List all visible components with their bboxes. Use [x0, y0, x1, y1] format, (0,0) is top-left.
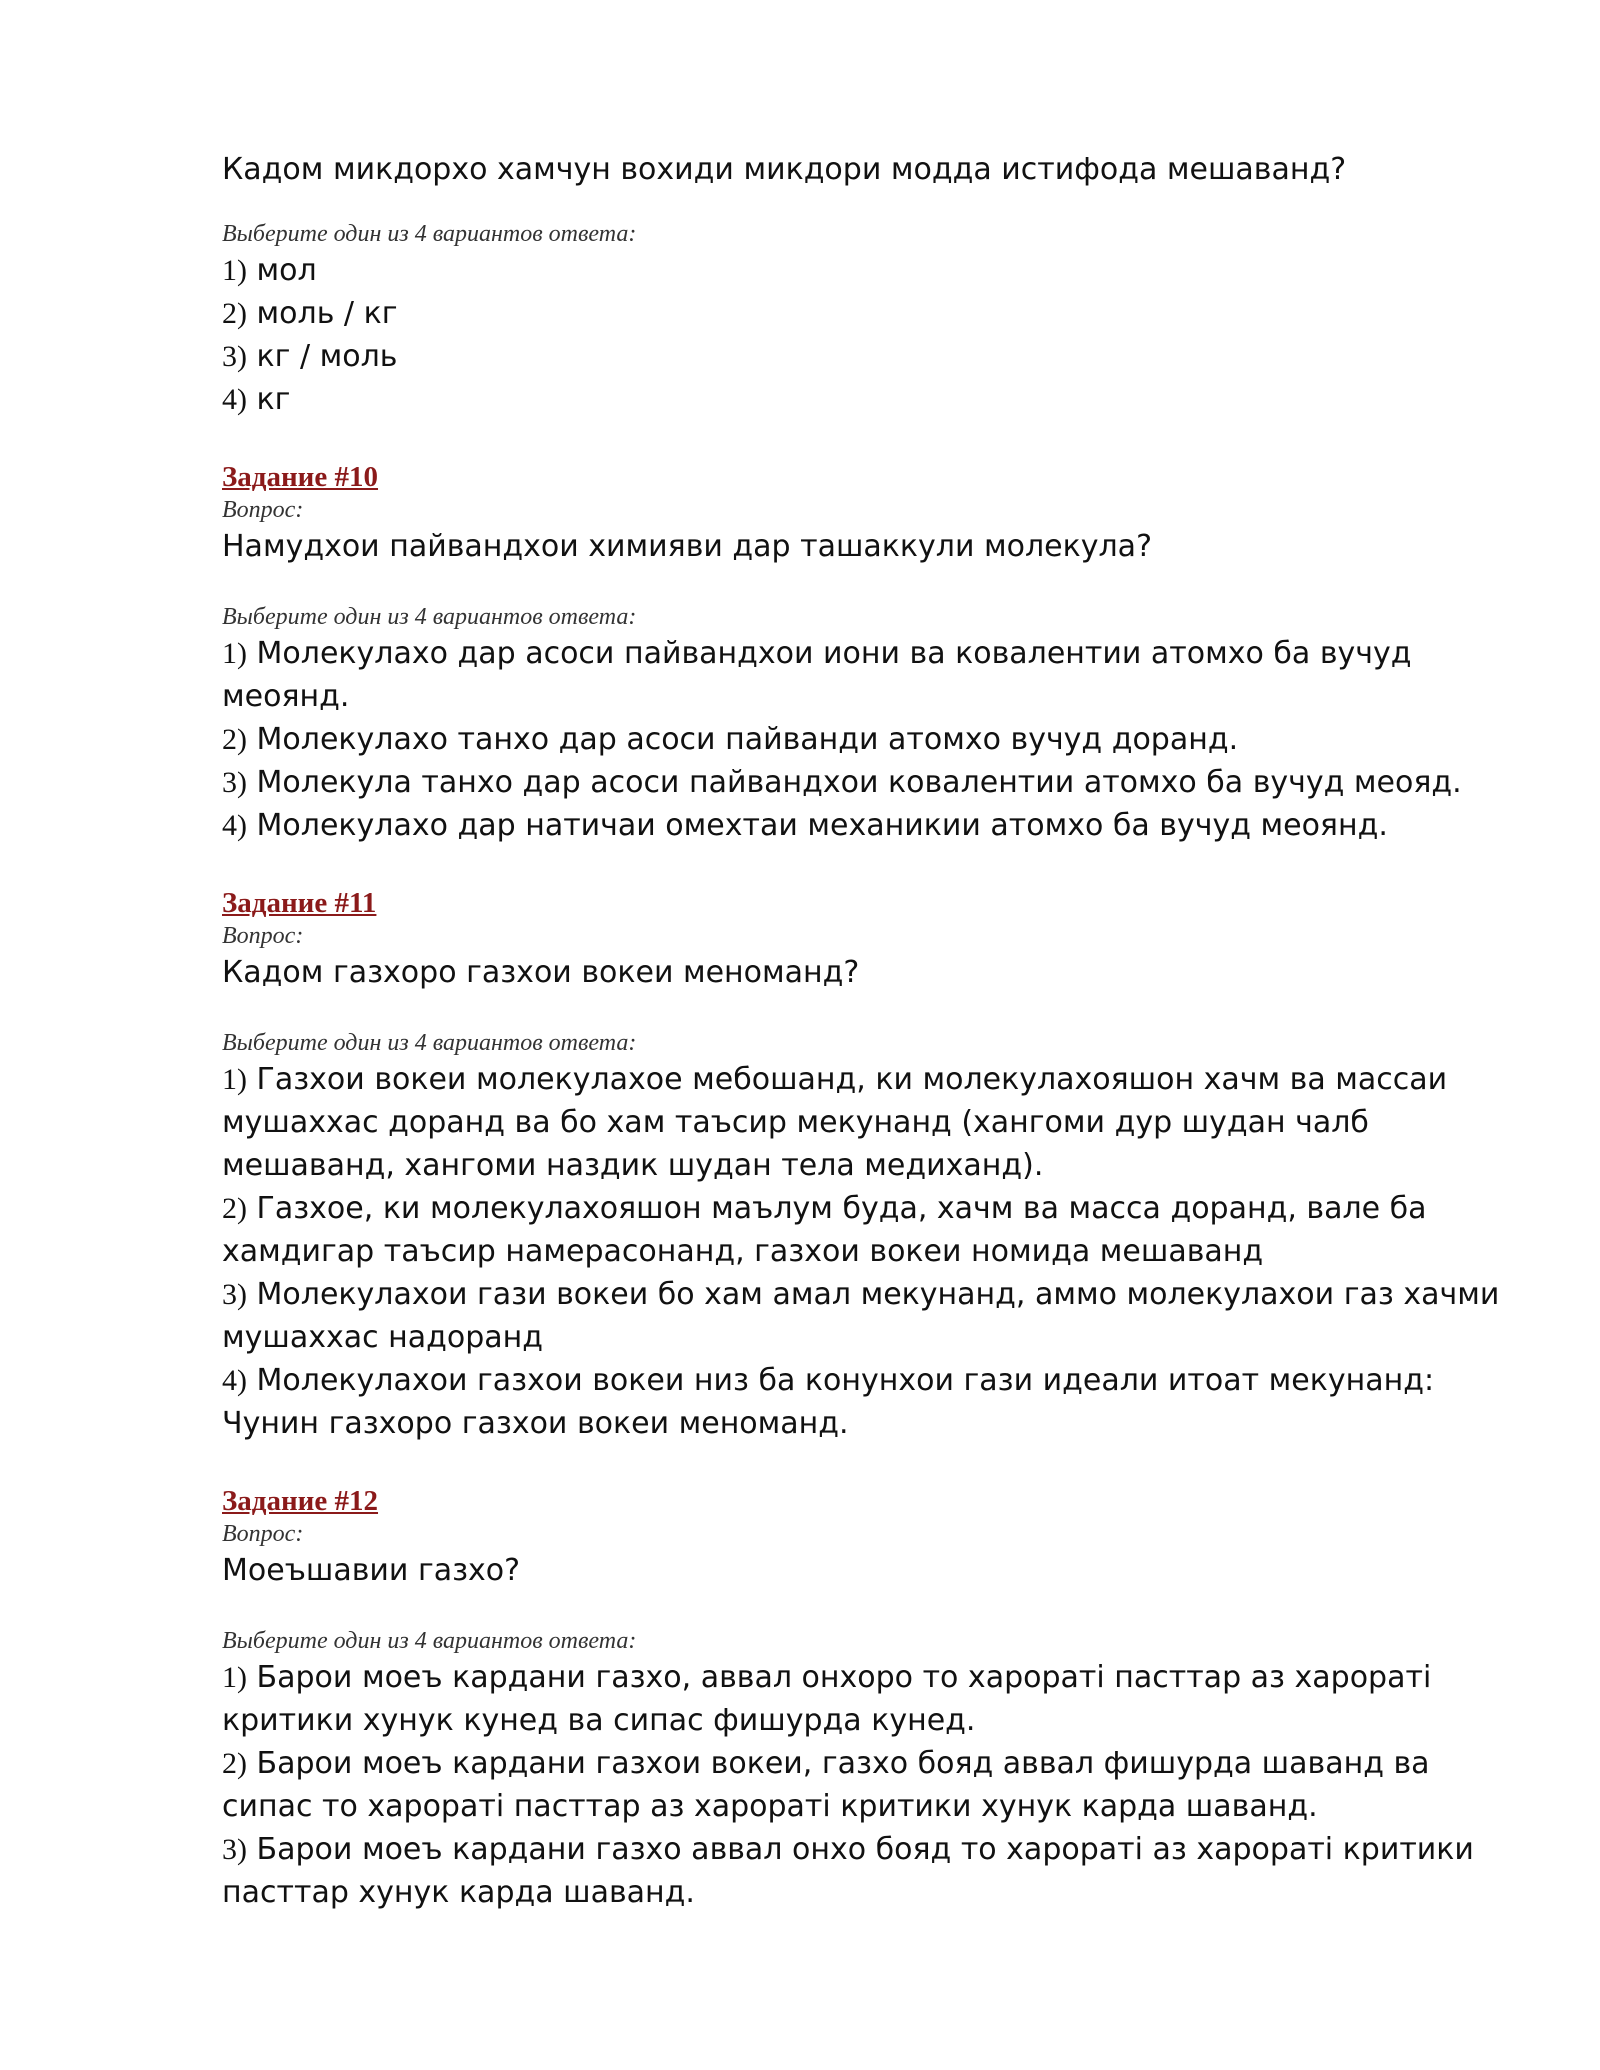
options-list: [222, 249, 1522, 421]
options-list: [222, 1058, 1522, 1445]
answer-hint: Выберите один из 4 вариантов ответа:: [222, 221, 637, 247]
option-item[interactable]: 1) мол: [222, 253, 317, 288]
task-block: [222, 1483, 1522, 1914]
document-page: [222, 148, 1522, 1914]
option-item[interactable]: 4) Молекулахо дар натичаи омехтаи механикии атомхо ба вучуд меоянд.: [222, 808, 1388, 843]
option-item[interactable]: 1) Барои моеъ кардани газхо, аввал онхоро то хароратi пасттар аз хароратi критики хунук кунед ва сипас фишурда кунед.: [222, 1660, 1432, 1738]
option-item[interactable]: 3) Молекула танхо дар асоси пайвандхои ковалентии атомхо ба вучуд меояд.: [222, 765, 1462, 800]
option-item[interactable]: 1) Молекулахо дар асоси пайвандхои иони ва ковалентии атомхо ба вучуд меоянд.: [222, 636, 1412, 714]
option-item[interactable]: 2) Барои моеъ кардани газхои вокеи, газхо бояд аввал фишурда шаванд ва сипас то хароратi пасттар аз хароратi критики хунук карда шаванд.: [222, 1746, 1430, 1824]
question-label: Вопрос:: [222, 497, 304, 523]
option-item[interactable]: 3) кг / моль: [222, 339, 398, 374]
task-title: Задание #11: [222, 887, 377, 919]
question-text: Намудхои пайвандхои химияви дар ташаккули молекула?: [222, 529, 1152, 564]
question-label: Вопрос:: [222, 1521, 304, 1547]
options-list: [222, 632, 1522, 847]
task-title: Задание #12: [222, 1485, 379, 1517]
option-item[interactable]: 2) Молекулахо танхо дар асоси пайванди атомхо вучуд доранд.: [222, 722, 1239, 757]
question-text: Кадом микдорхо хамчун вохиди микдори модда истифода мешаванд?: [222, 152, 1347, 187]
task-title: Задание #10: [222, 461, 379, 493]
answer-hint: Выберите один из 4 вариантов ответа:: [222, 1628, 637, 1654]
answer-hint: Выберите один из 4 вариантов ответа:: [222, 1030, 637, 1056]
option-item[interactable]: 1) Газхои вокеи молекулахое мебошанд, ки молекулахояшон хачм ва массаи мушаххас доранд ва бо хам таъсир мекунанд (хангоми дур шудан чалб мешаванд, хангоми наздик шудан тела медиханд).: [222, 1062, 1448, 1183]
task-block: [222, 459, 1522, 847]
question-text: Кадом газхоро газхои вокеи меноманд?: [222, 955, 860, 990]
task-block: [222, 885, 1522, 1445]
question-label: Вопрос:: [222, 923, 304, 949]
option-item[interactable]: 3) Молекулахои гази вокеи бо хам амал мекунанд, аммо молекулахои газ хачми мушаххас надоранд: [222, 1277, 1500, 1355]
option-item[interactable]: 3) Барои моеъ кардани газхо аввал онхо бояд то хароратi аз хароратi критики пасттар хунук карда шаванд.: [222, 1832, 1474, 1910]
option-item[interactable]: 4) Молекулахои газхои вокеи низ ба конунхои гази идеали итоат мекунанд: Чунин газхоро газхои вокеи меноманд.: [222, 1363, 1435, 1441]
option-item[interactable]: 2) моль / кг: [222, 296, 398, 331]
option-item[interactable]: 2) Газхое, ки молекулахояшон маълум буда, хачм ва масса доранд, вале ба хамдигар таъсир намерасонанд, газхои вокеи номида мешаванд: [222, 1191, 1427, 1269]
options-list: [222, 1656, 1522, 1914]
answer-hint: Выберите один из 4 вариантов ответа:: [222, 604, 637, 630]
option-item[interactable]: 4) кг: [222, 382, 291, 417]
question-text: Моеъшавии газхо?: [222, 1553, 521, 1588]
